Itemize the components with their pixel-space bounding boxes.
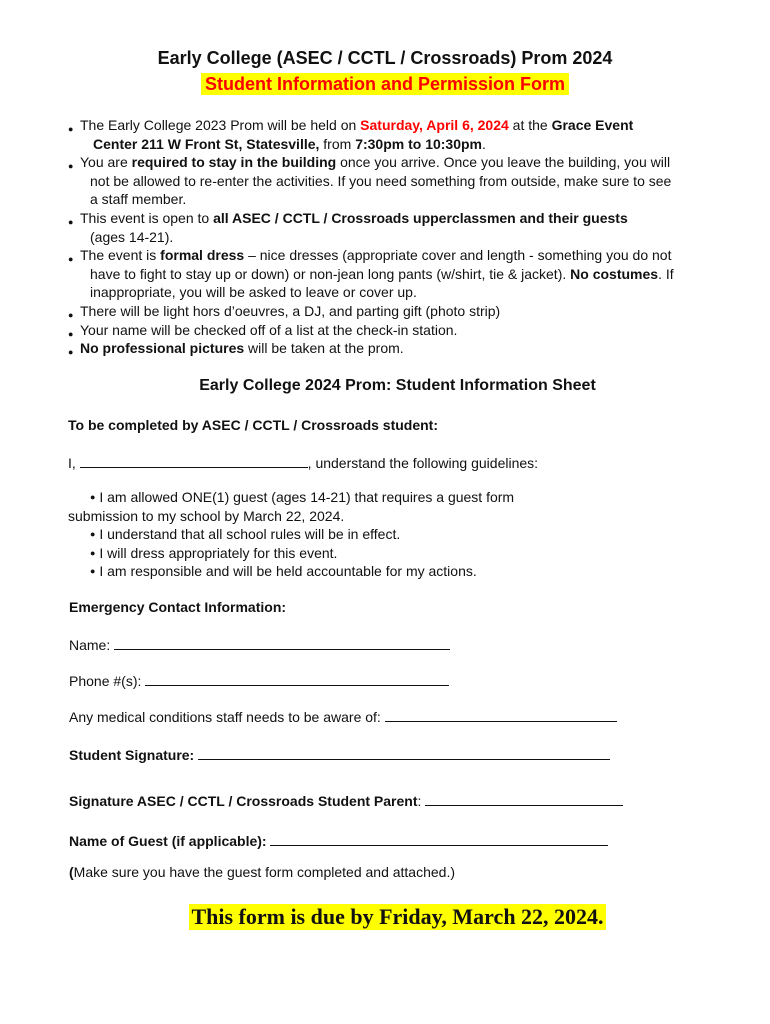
medical-conditions-line: Any medical conditions staff needs to be aware of: — [69, 707, 617, 725]
emergency-phone-line: Phone #(s): — [69, 671, 449, 689]
page-subtitle: Student Information and Permission Form — [201, 73, 569, 95]
prom-venue: Center 211 W Front St, Statesville, — [93, 135, 320, 152]
guideline-school-rules: ● I understand that all school rules will be in effect. — [90, 526, 401, 543]
bullet-check-in: ● Your name will be checked off of a list at the check-in station. — [68, 321, 728, 340]
guideline-guest: ● I am allowed ONE(1) guest (ages 14-21) that requires a guest form — [90, 489, 515, 505]
guideline-dress: ● I will dress appropriately for this event. — [90, 544, 338, 561]
understand-line: I, , understand the following guidelines: — [68, 455, 539, 471]
bullet-icon: ● — [68, 254, 74, 265]
bullet-dress-code: ● The event is formal dress – nice dresses (appropriate cover and length - something you do not have to fight to stay up or down) or non-jean long pants (w/shirt, tie & jacket). No costumes. If inappropriate, you will be asked to leave or cover up. — [68, 247, 674, 301]
medical-conditions-field[interactable] — [385, 707, 617, 722]
emergency-phone-field[interactable] — [145, 671, 449, 686]
sheet-title: Early College 2024 Prom: Student Information Sheet — [199, 377, 596, 394]
guest-form-note: (Make sure you have the guest form completed and attached.) — [69, 864, 456, 880]
guest-name-field[interactable] — [270, 831, 608, 846]
bullet-stay-in-building: ● You are required to stay in the building once you arrive. Once you leave the building, you will not be allowed to re-enter the activities. If you need something from outside, make sure to see a staff member. — [68, 154, 672, 208]
emergency-contact-heading: Emergency Contact Information: — [69, 599, 287, 615]
event-info-list — [68, 116, 728, 358]
page-title: Early College (ASEC / CCTL / Crossroads) Prom 2024 — [157, 48, 613, 68]
bullet-icon: ● — [68, 161, 74, 172]
bullet-food-dj: ● There will be light hors d’oeuvres, a DJ, and parting gift (photo strip) — [68, 302, 728, 321]
student-name-field[interactable] — [80, 453, 308, 468]
due-date-notice: This form is due by Friday, March 22, 2024. — [191, 904, 604, 929]
bullet-icon: ● — [90, 566, 96, 577]
parent-signature-line: Signature ASEC / CCTL / Crossroads Student Parent: — [69, 791, 623, 809]
bullet-icon: ● — [90, 492, 96, 502]
guideline-responsible: ● I am responsible and will be held accountable for my actions. — [90, 563, 477, 580]
emergency-name-line: Name: — [69, 635, 450, 653]
guidelines-list: ● I am allowed ONE(1) guest (ages 14-21) that requires a guest form submission to my school by March 22, 2024. ● I understand that all school rules will be in effect. ● I will dress appropriately for this event. ● I am responsible and will be held accountable for my actions. — [68, 488, 628, 581]
bullet-icon: ● — [68, 216, 74, 227]
parent-signature-field[interactable] — [425, 791, 623, 806]
bullet-open-to: ● This event is open to all ASEC / CCTL / Crossroads upperclassmen and their guests (ages 14-21). — [68, 209, 628, 245]
student-signature-line: Student Signature: — [69, 745, 610, 763]
student-signature-field[interactable] — [198, 745, 610, 760]
to-be-completed-label: To be completed by ASEC / CCTL / Crossroads student: — [68, 417, 439, 433]
bullet-prom-date: ● The Early College 2023 Prom will be held on Saturday, April 6, 2024 at the Grace Event Center 211 W Front St, Statesville, from 7:30pm to 10:30pm. — [68, 117, 634, 152]
bullet-no-pictures: ● No professional pictures will be taken at the prom. — [68, 339, 728, 358]
bullet-icon: ● — [68, 347, 74, 358]
bullet-icon: ● — [68, 328, 74, 339]
prom-time: 7:30pm to 10:30pm — [355, 135, 483, 152]
bullet-icon: ● — [68, 124, 74, 134]
bullet-icon: ● — [68, 309, 74, 320]
guest-name-line: Name of Guest (if applicable): — [69, 831, 608, 849]
prom-date: Saturday, April 6, 2024 — [360, 117, 509, 133]
bullet-icon: ● — [90, 547, 96, 558]
emergency-name-field[interactable] — [114, 635, 450, 650]
bullet-icon: ● — [90, 529, 96, 540]
